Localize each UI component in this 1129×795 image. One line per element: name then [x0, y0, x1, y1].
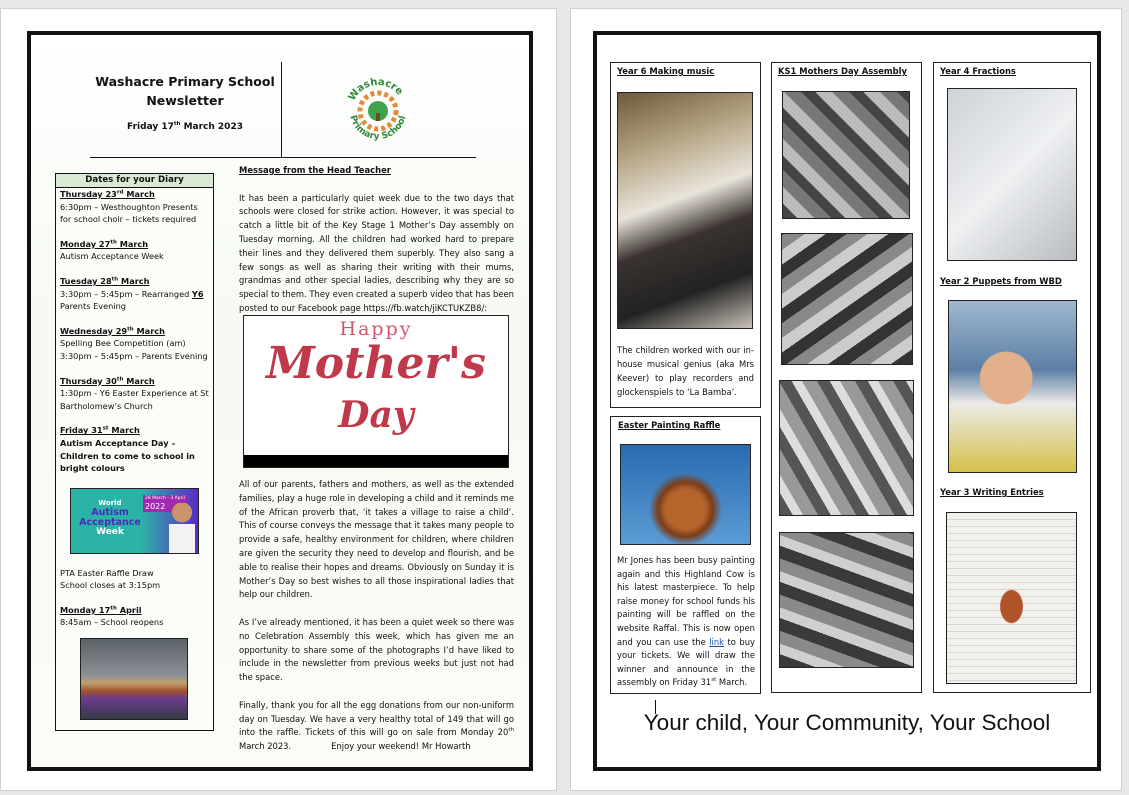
diary-entry [60, 325, 209, 363]
diary-date-part: March [116, 238, 149, 249]
highland-cow-painting [620, 444, 751, 545]
easter-raffle-text [617, 554, 755, 690]
diary-date-part: March [123, 189, 155, 199]
easter-raffle-title: Easter Painting Raffle [618, 420, 721, 430]
date-day: Friday 17 [127, 122, 174, 132]
diary-date-part: Monday 27 [60, 238, 111, 249]
diary-date-part: th [110, 239, 117, 246]
diary-line: 6:30pm – Westhoughton Presents for school choir – tickets required [60, 201, 198, 225]
year3-writing-photo [946, 512, 1077, 684]
diary-heading: Dates for your Diary [56, 174, 213, 188]
message-paragraph-3: As I’ve already mentioned, it has been a quiet week so there was no Celebration Assembly this week, which has given me an opportunity to share some of the photographs I’d have liked to include in the newsletter from previous weeks but just not had the space. [239, 616, 514, 683]
raffle-link[interactable]: link [709, 636, 725, 647]
easter-eggs-photo [80, 638, 188, 720]
year3-writing-title: Year 3 Writing Entries [940, 487, 1044, 497]
banner-line-4: Week [96, 527, 124, 537]
diary-entry [60, 567, 209, 592]
signoff: Enjoy your weekend! Mr Howarth [331, 741, 471, 752]
diary-date-part: Monday 17 [60, 604, 111, 615]
banner-line-2: Autism [91, 507, 129, 518]
diary-date-part: March [133, 325, 165, 336]
title-line-1: Washacre Primary School [95, 74, 275, 89]
diary-date [60, 604, 209, 617]
svg-text:Washacre: Washacre [346, 76, 405, 103]
diary-entry [60, 238, 209, 263]
title-line-2: Newsletter [146, 93, 224, 108]
ks1-collage-3 [779, 380, 914, 516]
head-teacher-message-continued [239, 478, 514, 754]
svg-text:Primary School: Primary School [347, 114, 409, 143]
happy-mothers-day-image [243, 315, 509, 468]
header-horizontal-divider [90, 157, 476, 158]
year6-music-photo [617, 92, 753, 329]
message-heading: Message from the Head Teacher [239, 165, 391, 175]
diary-line: Y6 [191, 288, 204, 299]
diary-date-part: Friday 31 [60, 425, 103, 436]
diary-date [60, 325, 209, 338]
diary-line: Autism Acceptance Day – Children to come to school in bright colours [60, 437, 195, 474]
diary-date-part: th [127, 326, 134, 333]
newsletter-title [90, 72, 280, 110]
raffle-text-a: Mr Jones has been busy painting again and this Highland Cow is his latest masterpiece. To help raise money for school funds his painting will be raffled on the website Raffal. This is now open and you can use the [617, 555, 755, 647]
raffle-text-b: to buy your tickets. We will draw the winner and announce in the assembly on Friday 31 [617, 636, 755, 688]
year6-music-title: Year 6 Making music [617, 66, 715, 76]
diary-date-part: April [116, 604, 142, 615]
date-month: March 2023 [180, 122, 243, 132]
diary-date-part: March [108, 425, 140, 436]
raffle-sup: st [711, 677, 717, 684]
banner-line-3: Acceptance [79, 517, 141, 528]
ks1-collage-1 [782, 91, 910, 219]
mothers-day-day: Day [338, 394, 414, 436]
year4-fractions-title: Year 4 Fractions [940, 66, 1016, 76]
diary-date [60, 238, 209, 251]
mothers-day-happy: Happy [339, 318, 413, 340]
ks1-assembly-title: KS1 Mothers Day Assembly [778, 66, 907, 76]
para4-end: March 2023. [239, 741, 292, 752]
diary-date-part: Tuesday 28 [60, 275, 112, 286]
diary-line: 8:45am – School reopens [60, 617, 164, 628]
year6-music-box [610, 62, 761, 408]
diary-date-part: Thursday 23 [60, 189, 117, 199]
diary-line: Parents Evening [60, 301, 126, 312]
diary-date [60, 188, 209, 201]
easter-raffle-box [610, 416, 761, 694]
raffle-text-c: March. [716, 677, 748, 688]
diary-line: Autism Acceptance Week [60, 251, 164, 262]
diary-date [60, 375, 209, 388]
header-vertical-divider [281, 62, 282, 157]
footer-slogan: Your child, Your Community, Your School [643, 710, 1051, 735]
diary-line: 3:30pm – 5:45pm – Parents Evening [60, 350, 208, 361]
diary-entry [60, 604, 209, 629]
head-teacher-message [239, 164, 514, 316]
year2-puppets-title: Year 2 Puppets from WBD [940, 276, 1062, 286]
diary-date-part: March [123, 375, 155, 386]
diary-entry-text [60, 337, 209, 362]
banner-dates: 28 March - 3 April [145, 496, 185, 501]
ks1-assembly-box [771, 62, 922, 693]
message-paragraph-4 [239, 699, 514, 754]
banner-year: 2022 [145, 502, 166, 511]
diary-entry [60, 275, 209, 313]
para4-sup: th [508, 727, 514, 734]
year6-music-text: The children worked with our in-house musical genius (aka Mrs Keever) to play recorders and glockenspiels to ‘La Bamba’. [617, 345, 754, 397]
diary-entry-text [60, 250, 209, 263]
diary-entry-text [60, 288, 209, 313]
year4-column-box [933, 62, 1091, 693]
para4-text: Finally, thank you for all the egg donations from our non-uniform day on Tuesday. We have a very healthy total of 149 that will go into the raffle. Tickets of this will go on sale from Monday 20 [239, 699, 514, 738]
diary-entry-text [60, 387, 209, 412]
child-figure [169, 503, 195, 554]
diary-date-part: st [102, 425, 109, 432]
mothers-day-mothers: Mother's [266, 338, 486, 389]
year2-puppets-photo [948, 300, 1077, 473]
banner-line-1: World [98, 499, 122, 507]
ks1-collage-2 [781, 233, 913, 365]
diary-date [60, 424, 209, 437]
diary-line: PTA Easter Raffle Draw [60, 567, 154, 578]
diary-entries [56, 188, 213, 629]
school-logo [342, 75, 414, 147]
diary-date-part: March [118, 275, 150, 286]
diary-line: 1:30pm - Y6 Easter Experience at St Bartholomew’s Church [60, 388, 209, 411]
diary-date-part: Wednesday 29 [60, 325, 128, 336]
diary-date-part: th [116, 375, 124, 382]
diary-date-part: th [111, 276, 119, 283]
message-paragraph-2: All of our parents, fathers and mothers, as well as the extended families, play a huge role in developing a child and it reminds me of the African proverb that, ‘it takes a village to raise a child’. This of course conveys the message that it takes many people to provide a safe, healthy environment for children, where children are given the security they need to develop and flourish, and be able to realise their hopes and dreams. Obviously on Sunday it is Mother’s Day so best wishes to all those inspirational ladies that help our children. [239, 479, 514, 600]
diary-date-part: rd [116, 189, 124, 196]
diary-entry [60, 188, 209, 226]
newsletter-date [90, 122, 280, 132]
autism-acceptance-week-banner [70, 488, 199, 554]
diary-line: 3:30pm – 5:45pm – Rearranged [60, 288, 192, 299]
diary-entry-text [60, 437, 209, 475]
year4-fractions-photo [947, 88, 1077, 261]
diary-date [60, 275, 209, 288]
diary-line: Spelling Bee Competition (am) [60, 338, 186, 349]
diary-date-part: Thursday 30 [60, 375, 117, 386]
diary-entry [60, 424, 209, 474]
diary-entry-text [60, 201, 209, 226]
diary-entry [60, 375, 209, 413]
date-sup: th [173, 121, 181, 127]
diary-line: School closes at 3:15pm [60, 580, 161, 591]
ks1-collage-4 [779, 532, 914, 668]
message-paragraph-1: It has been a particularly quiet week due to the two days that schools were closed for strike action. However, it was special to catch a little bit of the Key Stage 1 Mother’s Day assembly on Tuesday morning. All the children had worked hard to prepare their lines and they delivered them superbly. They also sang a few songs as well as sharing their writing with their mums, grandmas and other special ladies, describing why they are so special to them. They even created a superb video that has been posted to our Facebook page https://fb.watch/jiKCTUKZB8/: [239, 192, 514, 313]
diary-date-part: th [110, 605, 117, 612]
